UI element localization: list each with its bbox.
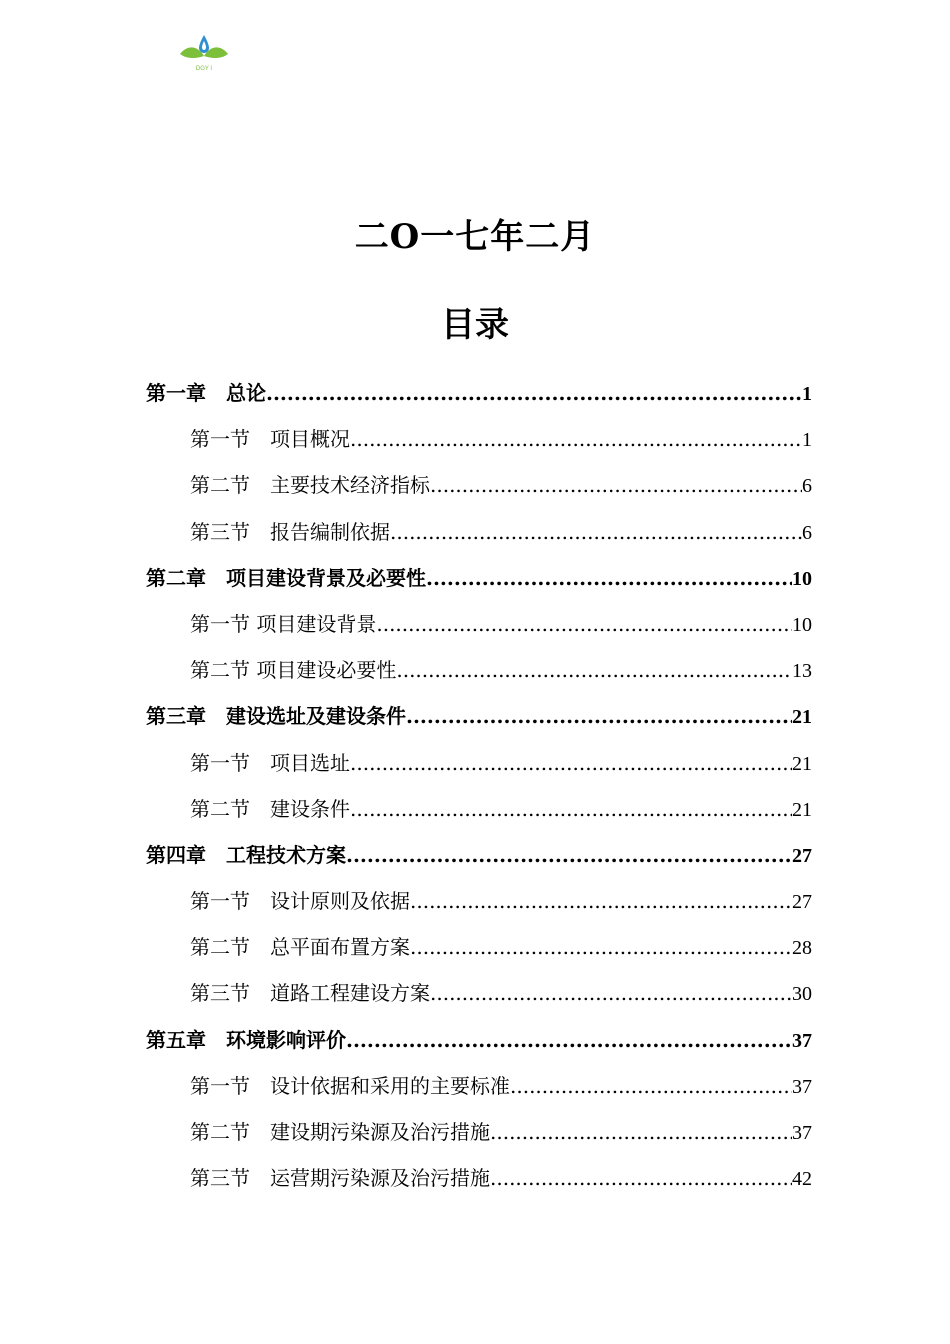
toc-page-number: 42: [792, 1168, 812, 1191]
toc-page-number: 21: [792, 706, 812, 729]
toc-dot-leader: [406, 693, 792, 739]
toc-section-entry[interactable]: [146, 601, 812, 647]
toc-page-number: 37: [792, 1029, 812, 1052]
logo-leaf-drop-icon: [178, 32, 230, 74]
toc-dot-leader: [266, 370, 802, 416]
toc-section-entry[interactable]: [146, 509, 812, 555]
report-date-heading: 二O一七年二月: [354, 217, 596, 257]
toc-entry-label: 第一节 设计依据和采用的主要标准: [190, 1073, 510, 1098]
toc-dot-leader: [426, 555, 792, 601]
toc-title: 目录: [441, 305, 509, 345]
toc-entry-label: 第二章 项目建设背景及必要性: [146, 565, 426, 590]
toc-chapter-entry[interactable]: [146, 693, 812, 739]
toc-dot-leader: [390, 509, 802, 555]
toc-entry-label: 第二节 建设期污染源及治污措施: [190, 1120, 490, 1144]
toc-entry-label: 第二节 建设条件: [190, 796, 350, 821]
toc-dot-leader: [510, 1063, 792, 1109]
table-of-contents: [146, 370, 812, 1201]
toc-section-entry[interactable]: [146, 1063, 812, 1109]
toc-page-number: 6: [802, 475, 812, 498]
toc-page-number: 27: [792, 891, 812, 914]
toc-entry-label: 第二节 项目建设必要性: [190, 658, 397, 683]
toc-dot-leader: [376, 601, 792, 647]
toc-section-entry[interactable]: [146, 970, 812, 1016]
toc-chapter-entry[interactable]: [146, 555, 812, 601]
logo-text: DGY I: [195, 66, 213, 72]
toc-section-entry[interactable]: [146, 416, 812, 462]
toc-page-number: 13: [792, 660, 812, 683]
toc-section-entry[interactable]: [146, 924, 812, 970]
toc-page-number: 1: [802, 429, 812, 452]
toc-entry-label: 第五章 环境影响评价: [146, 1027, 346, 1052]
toc-page-number: 37: [792, 1122, 812, 1144]
toc-section-entry[interactable]: [146, 1109, 812, 1155]
toc-dot-leader: [396, 647, 792, 693]
toc-page-number: 10: [792, 613, 812, 636]
toc-dot-leader: [410, 924, 792, 970]
toc-page-number: 37: [792, 1075, 812, 1098]
toc-dot-leader: [430, 970, 792, 1016]
toc-page-number: 1: [802, 383, 812, 405]
toc-section-entry[interactable]: [146, 878, 812, 924]
toc-section-entry[interactable]: [146, 786, 812, 832]
toc-dot-leader: [346, 832, 792, 878]
toc-entry-label: 第三节 报告编制依据: [190, 519, 390, 544]
toc-dot-leader: [410, 878, 792, 924]
toc-dot-leader: [490, 1155, 792, 1201]
toc-page-number: 10: [792, 567, 812, 590]
toc-dot-leader: [350, 416, 802, 462]
toc-chapter-entry[interactable]: [146, 370, 812, 416]
toc-page-number: 30: [792, 983, 812, 1006]
toc-entry-label: 第三章 建设选址及建设条件: [146, 704, 406, 729]
toc-dot-leader: [350, 740, 792, 786]
toc-section-entry[interactable]: [146, 462, 812, 508]
toc-chapter-entry[interactable]: [146, 1017, 812, 1063]
toc-entry-label: 第三节 道路工程建设方案: [190, 981, 430, 1006]
toc-section-entry[interactable]: [146, 740, 812, 786]
toc-entry-label: 第一节 项目建设背景: [190, 611, 377, 636]
toc-entry-label: 第一节 项目概况: [190, 427, 350, 452]
toc-page-number: 21: [792, 752, 812, 775]
toc-dot-leader: [430, 462, 802, 508]
toc-section-entry[interactable]: [146, 1155, 812, 1201]
toc-dot-leader: [490, 1109, 792, 1155]
toc-dot-leader: [350, 786, 792, 832]
toc-page-number: 6: [802, 521, 812, 544]
toc-section-entry[interactable]: [146, 647, 812, 693]
toc-entry-label: 第四章 工程技术方案: [146, 842, 346, 867]
toc-chapter-entry[interactable]: [146, 832, 812, 878]
toc-entry-label: 第三节 运营期污染源及治污措施: [190, 1166, 490, 1191]
company-logo: [178, 32, 230, 74]
toc-dot-leader: [346, 1017, 792, 1063]
toc-entry-label: 第一节 项目选址: [190, 750, 350, 775]
toc-page-number: 27: [792, 844, 812, 867]
toc-page-number: 21: [792, 798, 812, 821]
toc-entry-label: 第一节 设计原则及依据: [190, 889, 410, 914]
toc-entry-label: 第一章 总论: [146, 381, 266, 405]
toc-page-number: 28: [792, 937, 812, 960]
toc-entry-label: 第二节 主要技术经济指标: [190, 473, 430, 498]
toc-entry-label: 第二节 总平面布置方案: [190, 935, 410, 960]
